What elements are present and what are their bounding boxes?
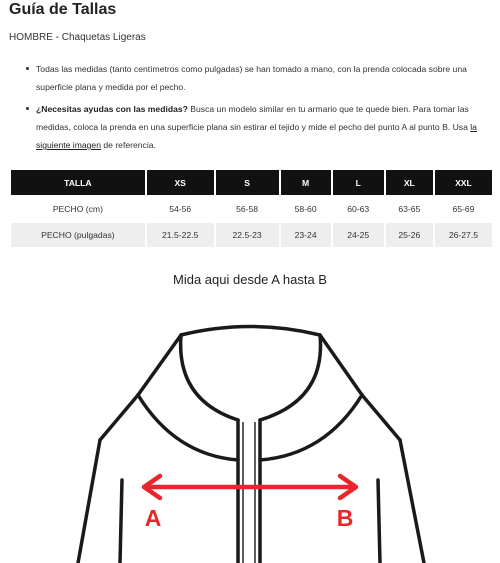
column-header-m: M [281, 170, 331, 195]
column-header-size: TALLA [11, 170, 145, 195]
table-cell: 24-25 [333, 223, 384, 247]
note-item [26, 100, 494, 154]
column-header-xl: XL [386, 170, 433, 195]
table-cell: 23-24 [281, 223, 331, 247]
hood-inner-right-icon [260, 335, 321, 420]
jacket-outline [78, 327, 424, 563]
column-header-xs: XS [147, 170, 214, 195]
row-label: PECHO (pulgadas) [11, 223, 145, 247]
collar-left-icon [138, 395, 238, 460]
hood-inner-left-icon [181, 335, 238, 420]
bullet-icon [26, 67, 29, 70]
jacket-measurement-diagram [0, 300, 500, 563]
column-header-s: S [216, 170, 279, 195]
left-body-side-icon [120, 480, 122, 563]
column-header-xxl: XXL [435, 170, 492, 195]
right-shoulder-icon [362, 395, 400, 440]
note-text-end: de referencia. [100, 140, 156, 150]
row-label: PECHO (cm) [52, 204, 103, 214]
left-shoulder-icon [100, 395, 138, 440]
right-body-side-icon [378, 480, 380, 563]
size-table [9, 168, 494, 249]
table-row [11, 223, 492, 247]
table-cell: 25-26 [386, 223, 433, 247]
page-title: Guía de Tallas [9, 1, 117, 18]
note-item [26, 60, 494, 96]
table-cell: 65-69 [452, 204, 475, 214]
point-a-label: A [144, 505, 162, 531]
left-sleeve-icon [78, 440, 100, 563]
table-cell: 54-56 [169, 204, 192, 214]
table-cell: 21.5-22.5 [147, 223, 214, 247]
table-cell: 26-27.5 [435, 223, 492, 247]
reference-image-link[interactable]: la siguiente imagen [36, 122, 477, 150]
table-cell: 22.5-23 [216, 223, 279, 247]
table-cell: 63-65 [398, 204, 421, 214]
chest-measure-arrow-icon [144, 476, 356, 498]
table-row [11, 197, 492, 221]
table-cell: 58-60 [294, 204, 317, 214]
product-category: HOMBRE - Chaquetas Ligeras [9, 32, 146, 43]
measurement-notes [26, 60, 494, 154]
note-text: Todas las medidas (tanto centímetros como pulgadas) se han tomado a mano, con la prenda colocada sobre una superficie plana y medida por el pecho. [36, 64, 467, 92]
diagram-caption: Mida aqui desde A hasta B [173, 272, 327, 287]
hood-side-icon [138, 335, 181, 395]
collar-right-icon [260, 395, 362, 460]
table-cell: 60-63 [347, 204, 370, 214]
right-sleeve-icon [400, 440, 424, 563]
hood-outer-icon [181, 327, 362, 396]
bullet-icon [26, 107, 29, 110]
table-header-row [11, 170, 492, 195]
note-text: Busca un modelo similar en tu armario que te quede bien. Para tomar las medidas, coloca la prenda en una superficie plana sin estirar el tejido y mide el pecho del punto A al punto B. Usa [36, 104, 471, 132]
point-b-label: B [336, 505, 354, 531]
note-heading: ¿Necesitas ayudas con las medidas? [36, 104, 188, 114]
table-cell: 56-58 [236, 204, 259, 214]
column-header-l: L [333, 170, 384, 195]
